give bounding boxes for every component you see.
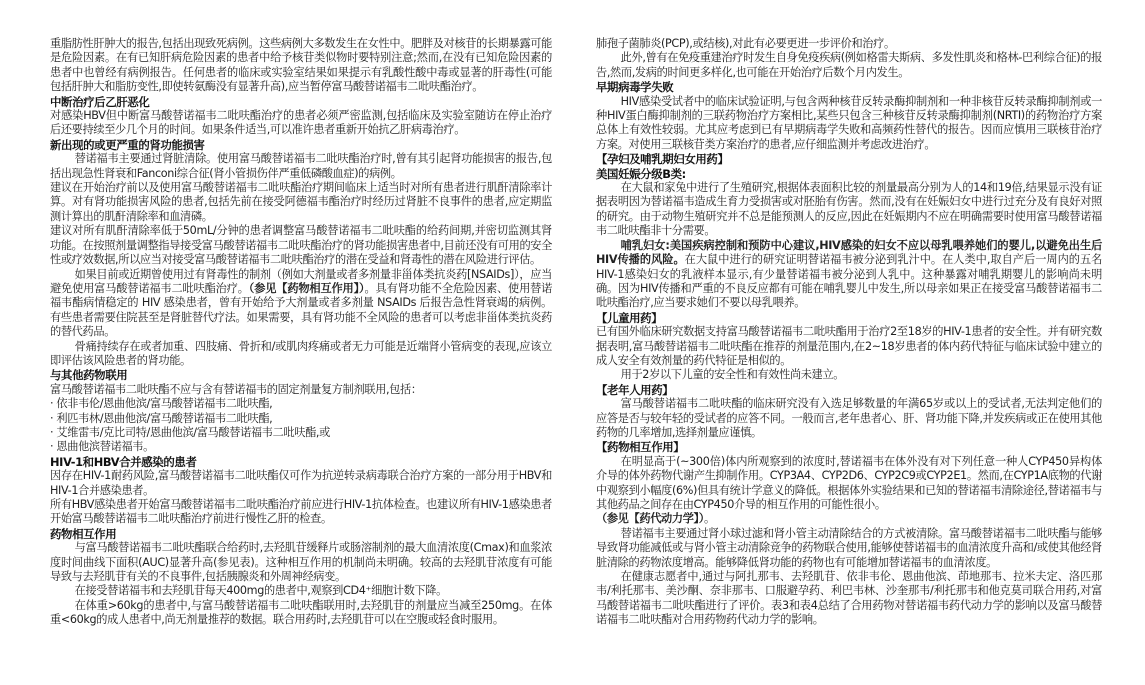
body-paragraph: [50, 412, 552, 426]
section-heading-text: 与其他药物联用: [50, 368, 128, 383]
paragraph-text: 在接受替诺福韦和去羟肌苷每天400mg的患者中,观察到CD4⁺细胞计数下降。: [74, 584, 447, 598]
section-heading: [596, 383, 1102, 397]
paragraph-text: 骨痛持续存在或者加重、四肢痛、骨折和/或肌肉疼痛或者无力可能是近端肾小管病变的表现,应该立即评估该风险患者的肾功能。: [50, 339, 552, 367]
paragraph-text: 肺孢子菌肺炎(PCP),或结核),对此有必要更进一步评价和治疗。: [596, 37, 895, 50]
section-heading: [50, 368, 552, 382]
paragraph-text: 替诺福韦主要通过肾脏清除。使用富马酸替诺福韦二吡呋酯治疗时,曾有其引起肾功能损害的报告,包括出现急性肾衰和Fanconi综合征(肾小管损伤伴严重低磷酸血症)的病例。: [50, 152, 552, 180]
paragraph-text: 替诺福韦主要通过肾小球过滤和肾小管主动清除结合的方式被清除。富马酸替诺福韦二吡呋酯与能够导致肾功能减低或与肾小管主动清除竞争的药物联合使用,能够使替诺福韦的血清浓度升高和/或使其他经肾脏清除的药物浓度增高。能够降低肾功能的药物也有可能增加替诺福韦的血清浓度。: [596, 526, 1102, 569]
paragraph-text: · 恩曲他滨替诺福韦。: [50, 440, 154, 454]
cross-reference: （参见【药物相互作用】）: [248, 281, 365, 295]
body-paragraph: [50, 268, 552, 340]
paragraph-text: 建议对所有肌酐清除率低于50mL/分钟的患者调整富马酸替诺福韦二吡呋酯的给药间期,并密切监测其肾功能。在按照剂量调整指导接受富马酸替诺福韦二吡呋酯治疗的肾功能损害患者中,目前还没有可用的安全性或疗效数据,所以应当对接受富马酸替诺福韦二吡呋酯治疗的潜在受益和肾毒性的潜在风险进行评估。: [50, 224, 552, 267]
paragraph-text: 如果目前或近期曾使用过有肾毒性的制剂（例如大剂量或者多剂量非甾体类抗炎药[NSAIDs]），应当避免使用富马酸替诺福韦二吡呋酯治疗。: [50, 267, 552, 295]
paragraph-text: 在明显高于(~300倍)体内所观察到的浓度时,替诺福韦在体外没有对下列任意一种人CYP450异构体介导的体外药物代谢产生抑制作用。CYP3A4、CYP2D6、CYP2C9或CYP2E1。然而,在CYP1A底物的代谢中观察到小幅度(6%)但具有统计学意义的降低。根据体外实验结果和已知的替诺福韦清除途径,替诺福韦与其他药品之间存在由CYP450介导的相互作用的可能性很小。: [596, 454, 1102, 511]
body-paragraph: [50, 397, 552, 411]
body-paragraph: [596, 325, 1102, 368]
body-paragraph: [596, 397, 1102, 440]
section-heading-text: 药物相互作用: [50, 526, 117, 541]
body-paragraph: [50, 541, 552, 584]
paragraph-text: HIV感染受试者中的临床试验证明,与包含两种核苷反转录酶抑制剂和一种非核苷反转录酶抑制剂或一种HIV蛋白酶抑制剂的三联药物治疗方案相比,某些只包含三种核苷反转录酶抑制剂(NRTI)的药物治疗方案总体上有效性较弱。尤其应考虑到已有早期病毒学失败和高频药性替代的报告。因而应慎用三联核苷治疗方案。对使用三联核苷类方案治疗的患者,应仔细监测并考虑改进治疗。: [596, 94, 1102, 151]
body-paragraph: [596, 181, 1102, 239]
paragraph-text: · 艾维雷韦/克比司特/恩曲他滨/富马酸替诺福韦二吡呋酯,或: [50, 425, 330, 439]
section-heading: [596, 152, 1102, 166]
body-paragraph: [596, 95, 1102, 153]
body-paragraph: [50, 426, 552, 440]
paragraph-text: 此外,曾有在免疫重建治疗时发生自身免疫疾病(例如格雷夫斯病、多发性肌炎和格林-巴利综合征)的报告,然而,发病的时间更多样化,也可能在开始治疗后数个月内发生。: [596, 51, 1102, 79]
left-column: [50, 37, 552, 628]
section-heading: [50, 138, 552, 152]
section-heading: [596, 80, 1102, 94]
paragraph-text: 。具有肾功能不全危险因素、使用替诺福韦酯病情稳定的 HIV 感染患者，曾有开始给予大剂量或者多剂量 NSAIDs 后报告急性肾衰竭的病例。有些患者需要住院甚至是肾脏替代疗法。如果需要，具有肾功能不全风险的患者可以考虑非甾体类抗炎药的替代药品。: [50, 281, 552, 339]
paragraph-text: 建议在开始治疗前以及使用富马酸替诺福韦二吡呋酯治疗期间临床上适当时对所有患者进行肌酐清除率计算。对有肾功能损害风险的患者,包括先前在接受阿德福韦酯治疗时经历过肾脏不良事件的患者,应定期监测计算出的肌酐清除率和血清磷。: [50, 181, 552, 223]
paragraph-text: 在大鼠和家兔中进行了生殖研究,根据体表面积比较的剂量最高分别为人的14和19倍,结果显示没有证据表明因为替诺福韦造成生育力受损害或对胚胎有伤害。然而,没有在妊娠妇女中进行过充分及有良好对照的研究。由于动物生殖研究并不总是能预测人的反应,因此在妊娠期内不应在明确需要时使用富马酸替诺福韦二吡呋酯非十分需要。: [596, 181, 1103, 238]
paragraph-text: 在大鼠中进行的研究证明替诺福韦被分泌到乳汁中。在人类中,取自产后一周内的五名HIV-1感染妇女的乳液样本显示,有少量替诺福韦被分泌到人乳中。这种暴露对哺乳期婴儿的影响尚未明确。因为HIV传播和严重的不良反应都有可能在哺乳婴儿中发生,所以母亲如果正在接受富马酸替诺福韦二吡呋酯治疗,应当要求她们不要以母乳喂养。: [596, 253, 1102, 310]
body-paragraph: [50, 599, 552, 628]
body-paragraph: [50, 181, 552, 224]
paragraph-text: 所有HBV感染患者开始富马酸替诺福韦二吡呋酯治疗前应进行HIV-1抗体检查。也建议所有HIV-1感染患者开始富马酸替诺福韦二吡呋酯治疗前进行慢性乙肝的检查。: [50, 498, 552, 526]
section-heading-text: 中断治疗后乙肝恶化: [50, 94, 150, 109]
paragraph-text: 在健康志愿者中,通过与阿扎那韦、去羟肌苷、依非韦伦、恩曲他滨、茚地那韦、拉米夫定、洛匹那韦/利托那韦、美沙酮、奈非那韦、口服避孕药、利巴韦林、沙奎那韦/利托那韦和他克莫司联合用药,对富马酸替诺福韦二吡呋酯进行了评价。表3和表4总结了合用药物对替诺福韦药代动力学的影响以及富马酸替诺福韦二吡呋酯对合用药物药代动力学的影响。: [596, 570, 1102, 627]
body-paragraph: [50, 37, 552, 95]
body-paragraph: [596, 512, 1102, 526]
body-paragraph: [50, 340, 552, 369]
cross-reference: （参见【药代动力学】）: [596, 512, 705, 526]
paragraph-text: 用于2岁以下儿童的安全性和有效性尚未建立。: [620, 368, 845, 382]
body-paragraph: [50, 469, 552, 498]
bold-statement: 哺乳妇女:美国疾病控制和预防中心建议,HIV感染的妇女不应以母乳喂养她们的婴儿,以避免出生后HIV传播的风险。: [596, 238, 1102, 267]
right-column: [596, 37, 1102, 628]
section-heading-text: 早期病毒学失败: [596, 80, 674, 95]
body-paragraph: [596, 368, 1102, 382]
section-heading-text: 【孕妇及哺乳期妇女用药】: [596, 152, 729, 167]
paragraph-text: 富马酸替诺福韦二吡呋酯不应与含有替诺福韦的固定剂量复方制剂联用,包括：: [50, 382, 422, 396]
body-paragraph: [596, 455, 1102, 513]
section-heading: [50, 95, 552, 109]
section-heading-text: 【儿童用药】: [596, 310, 663, 325]
section-heading: [596, 440, 1102, 454]
section-heading-text: 新出现的或更严重的肾功能损害: [50, 137, 205, 152]
section-heading: [50, 527, 552, 541]
paragraph-text: 与富马酸替诺福韦二吡呋酯联合给药时,去羟肌苷缓释片或肠溶制剂的最大血清浓度(Cmax)和血浆浓度时间曲线下面积(AUC)显著升高(参见表)。这种相互作用的机制尚未明确。较高的去羟肌苷浓度有可能导致与去羟肌苷有关的不良事件,包括胰腺炎和外周神经病变。: [50, 541, 552, 584]
body-paragraph: [596, 51, 1102, 80]
body-paragraph: [50, 152, 552, 181]
section-heading-text: 【老年人用药】: [596, 382, 674, 397]
body-paragraph: [596, 37, 1102, 51]
section-heading-text: 【药物相互作用】: [596, 440, 685, 455]
paragraph-text: · 利匹韦林/恩曲他滨/富马酸替诺福韦二吡呋酯,: [50, 411, 273, 425]
body-paragraph: [50, 224, 552, 267]
body-paragraph: [596, 527, 1102, 570]
body-paragraph: [596, 239, 1102, 311]
paragraph-text: 富马酸替诺福韦二吡呋酯的临床研究没有入选足够数量的年满65岁或以上的受试者,无法判定他们的应答是否与较年轻的受试者的应答不同。一般而言,老年患者心、肝、肾功能下降,并发疾病或正在使用其他药物的几率增加,选择剂量应谨慎。: [596, 397, 1102, 439]
body-paragraph: [50, 383, 552, 397]
paragraph-text: 重脂肪性肝肿大的报告,包括出现致死病例。这些病例大多数发生在女性中。肥胖及对核苷的长期暴露可能是危险因素。在有已知肝病危险因素的患者中给予核苷类似物时要特别注意;然而,在没有已知危险因素的患者中也曾经有病例报告。任何患者的临床或实验室结果如果提示有乳酸性酸中毒或显著的肝毒性(可能包括肝肿大和脂肪变性,即使转氨酶没有显著升高),应当暂停富马酸替诺福韦二吡呋酯治疗。: [50, 37, 552, 94]
body-paragraph: [50, 498, 552, 527]
paragraph-text: 。: [704, 512, 715, 526]
paragraph-text: 在体重>60kg的患者中,与富马酸替诺福韦二吡呋酯联用时,去羟肌苷的剂量应当减至250mg。在体重<60kg的成人患者中,尚无剂量推荐的数据。联合用药时,去羟肌苷可以在空腹或轻食时服用。: [50, 598, 552, 627]
section-heading-text: 美国妊娠分级B类:: [596, 166, 686, 181]
paragraph-text: 对感染HBV但中断富马酸替诺福韦二吡呋酯治疗的患者必须严密监测,包括临床及实验室随访在停止治疗后还要持续至少几个月的时间。如果条件适当,可以准许患者重新开始抗乙肝病毒治疗。: [50, 109, 552, 137]
section-heading-text: HIV-1和HBV合并感染的患者: [50, 454, 197, 469]
section-heading: [596, 311, 1102, 325]
body-paragraph: [596, 570, 1102, 628]
paragraph-text: · 依非韦伦/恩曲他滨/富马酸替诺福韦二吡呋酯,: [50, 397, 273, 411]
section-heading: [596, 167, 1102, 181]
body-paragraph: [50, 109, 552, 138]
paragraph-text: 因存在HIV-1耐药风险,富马酸替诺福韦二吡呋酯仅可作为抗逆转录病毒联合治疗方案的一部分用于HBV和HIV-1合并感染患者。: [50, 469, 552, 497]
section-heading: [50, 455, 552, 469]
body-paragraph: [50, 440, 552, 454]
paragraph-text: 已有国外临床研究数据支持富马酸替诺福韦二吡呋酯用于治疗2至18岁的HIV-1患者的安全性。并有研究数据表明,富马酸替诺福韦二吡呋酯在推荐的剂量范围内,在2~18岁患者的体内药代特征与临床试验中建立的成人安全有效剂量的药代特征是相似的。: [596, 325, 1102, 367]
body-paragraph: [50, 584, 552, 598]
